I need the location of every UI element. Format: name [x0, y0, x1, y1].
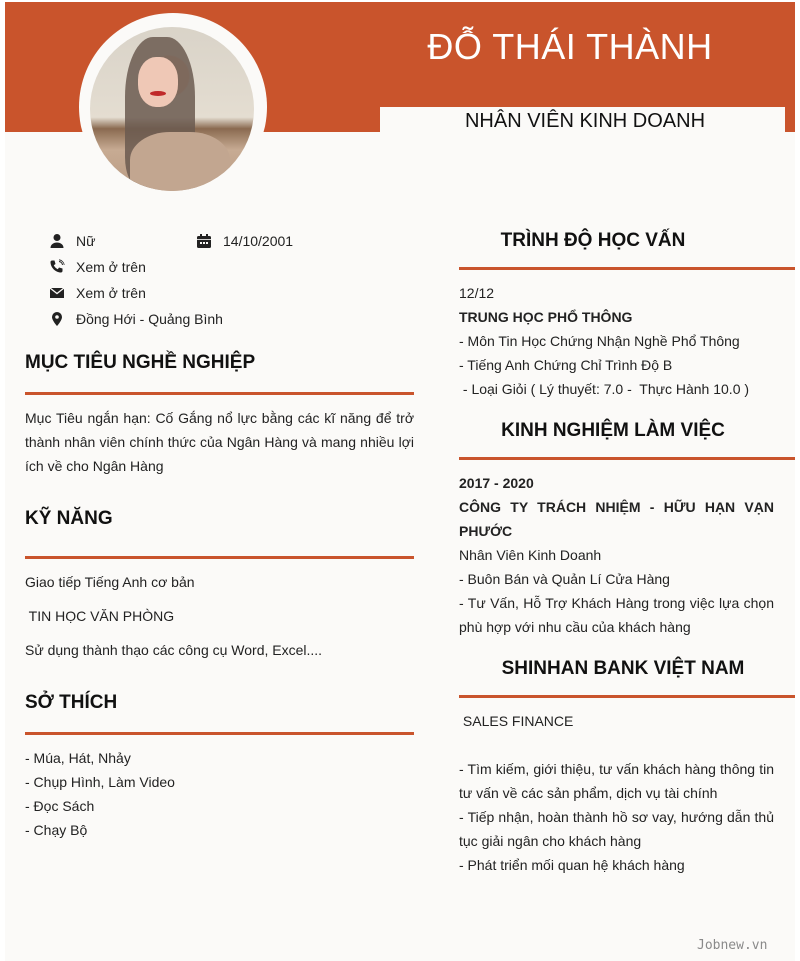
hobby-item: - Chụp Hình, Làm Video — [25, 774, 175, 790]
hobbies-heading: SỞ THÍCH — [25, 692, 118, 713]
experience2-line: - Tiếp nhận, hoàn thành hồ sơ vay, hướng dẫn thủ tục giải ngân cho khách hàng — [459, 809, 774, 849]
experience-heading: KINH NGHIỆM LÀM VIỆC — [501, 420, 725, 441]
candidate-name: ĐỖ THÁI THÀNH — [427, 26, 713, 67]
contact-birthday — [195, 232, 293, 250]
experience-line: - Buôn Bán và Quản Lí Cửa Hàng — [459, 571, 670, 587]
education-divider — [459, 267, 795, 270]
skill-item: Giao tiếp Tiếng Anh cơ bản — [25, 574, 195, 590]
email-value: Xem ở trên — [76, 285, 146, 301]
person-icon — [48, 232, 66, 250]
skill-item: TIN HỌC VĂN PHÒNG — [25, 608, 175, 624]
location-pin-icon — [48, 310, 66, 328]
envelope-icon — [48, 284, 66, 302]
experience2-position: SALES FINANCE — [459, 713, 574, 729]
watermark: Jobnew.vn — [697, 938, 768, 953]
experience2-divider — [459, 695, 795, 698]
gender-value: Nữ — [76, 233, 96, 249]
calendar-icon — [195, 232, 213, 250]
experience-period: 2017 - 2020 — [459, 475, 534, 491]
objective-divider — [25, 392, 414, 395]
birthday-value: 14/10/2001 — [223, 233, 294, 249]
experience-position: Nhân Viên Kinh Doanh — [459, 547, 602, 563]
job-title: NHÂN VIÊN KINH DOANH — [464, 110, 706, 132]
hobby-item: - Chạy Bộ — [25, 822, 88, 838]
contact-phone — [48, 258, 146, 276]
experience2-heading: SHINHAN BANK VIỆT NAM — [501, 658, 745, 679]
experience2-line: - Tìm kiếm, giới thiệu, tư vấn khách hàng thông tin tư vấn về các sản phẩm, dịch vụ tài chính — [459, 761, 774, 801]
experience2-line: - Phát triển mối quan hệ khách hàng — [459, 857, 685, 873]
hobby-item: - Đọc Sách — [25, 798, 95, 814]
education-period: 12/12 — [459, 285, 495, 301]
contact-gender — [48, 232, 95, 250]
education-school: TRUNG HỌC PHỔ THÔNG — [459, 309, 633, 325]
experience-line: - Tư Vấn, Hỗ Trợ Khách Hàng trong việc lựa chọn phù hợp với nhu cầu của khách hàng — [459, 595, 774, 635]
education-line: - Loại Giỏi ( Lý thuyết: 7.0 - Thực Hành 10.0 ) — [459, 381, 750, 397]
objective-text: Mục Tiêu ngắn hạn: Cố Gắng nổ lực bằng các kĩ năng để trở thành nhân viên chính thức của Ngân Hàng và mang nhiều lợi ích về cho Ngân Hàng — [25, 410, 414, 474]
avatar-photo — [90, 27, 254, 191]
education-line: - Tiếng Anh Chứng Chỉ Trình Độ B — [459, 357, 673, 373]
avatar-face — [138, 57, 178, 107]
phone-value: Xem ở trên — [76, 259, 146, 275]
skills-divider — [25, 556, 414, 559]
objective-heading: MỤC TIÊU NGHỀ NGHIỆP — [25, 352, 256, 373]
phone-icon — [48, 258, 66, 276]
avatar-lips — [150, 91, 166, 96]
education-heading: TRÌNH ĐỘ HỌC VẤN — [500, 230, 686, 251]
address-value: Đồng Hới - Quảng Bình — [76, 311, 223, 327]
education-line: - Môn Tin Học Chứng Nhận Nghề Phổ Thông — [459, 333, 740, 349]
avatar-body — [130, 132, 230, 191]
experience-company: CÔNG TY TRÁCH NHIỆM - HỮU HẠN VẠN PHƯỚC — [459, 499, 774, 539]
experience-divider — [459, 457, 795, 460]
contact-address — [48, 310, 223, 328]
hobbies-divider — [25, 732, 414, 735]
hobby-item: - Múa, Hát, Nhảy — [25, 750, 131, 766]
skill-item: Sử dụng thành thạo các công cụ Word, Excel.... — [25, 642, 323, 658]
contact-email — [48, 284, 146, 302]
skills-heading: KỸ NĂNG — [25, 508, 113, 529]
